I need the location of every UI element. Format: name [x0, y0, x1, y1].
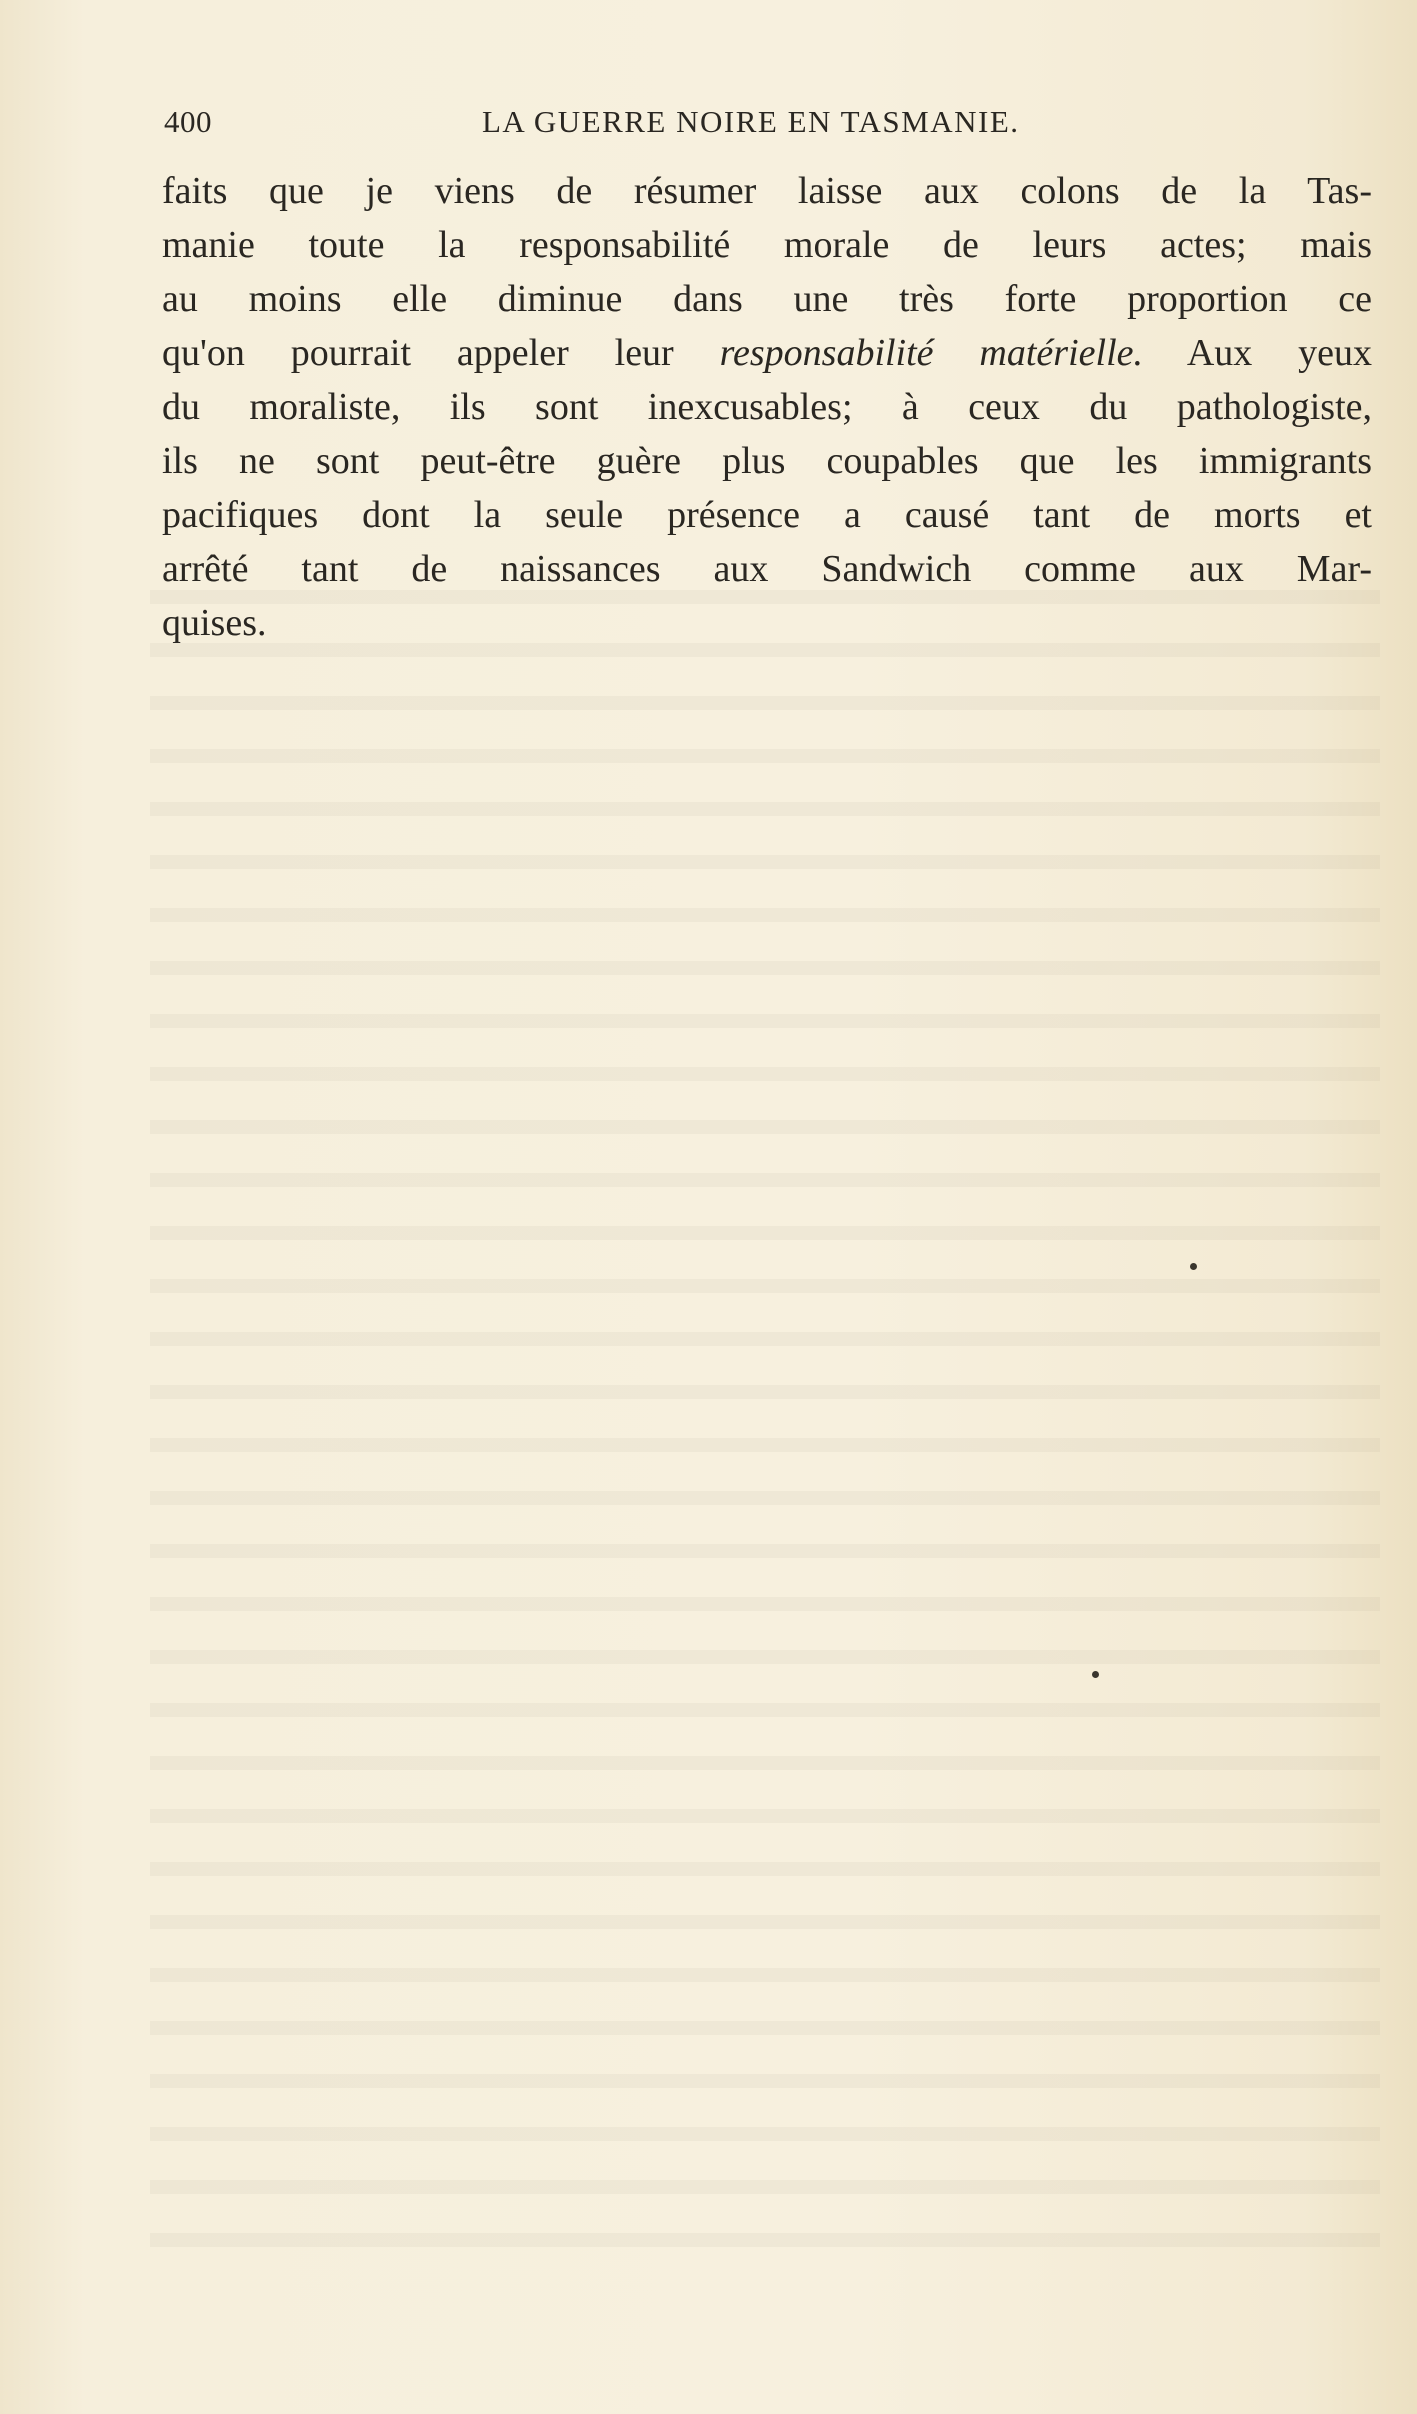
ink-speck: [1190, 1263, 1197, 1270]
text-line-5: du moraliste, ils sont inexcusables; à ceux du pathologiste,: [162, 386, 1372, 428]
text-line-9: quises.: [162, 602, 267, 644]
text-line-7: pacifiques dont la seule présence a causé tant de morts et: [162, 494, 1372, 536]
page-header: [164, 104, 1374, 152]
italic-phrase: responsabilité matérielle.: [719, 332, 1143, 374]
text-line-3: au moins elle diminue dans une très forte proportion ce: [162, 278, 1372, 320]
text-line-4-lead: qu'on pourrait appeler leur: [162, 332, 674, 374]
text-line-6: ils ne sont peut-être guère plus coupables que les immigrants: [162, 440, 1372, 482]
text-line-4-tail: Aux yeux: [1186, 332, 1373, 374]
running-title: LA GUERRE NOIRE EN TASMANIE.: [482, 104, 1020, 139]
page-number: 400: [164, 104, 212, 139]
bleed-through-texture: [150, 560, 1380, 2260]
text-line-8: arrêté tant de naissances aux Sandwich comme aux Mar-: [162, 548, 1372, 590]
body-paragraph: [162, 164, 1372, 650]
text-line-2: manie toute la responsabilité morale de leurs actes; mais: [162, 224, 1372, 266]
text-line-4: [162, 326, 1372, 380]
text-line-1: faits que je viens de résumer laisse aux colons de la Tas-: [162, 170, 1372, 212]
ink-speck: [1092, 1671, 1099, 1678]
